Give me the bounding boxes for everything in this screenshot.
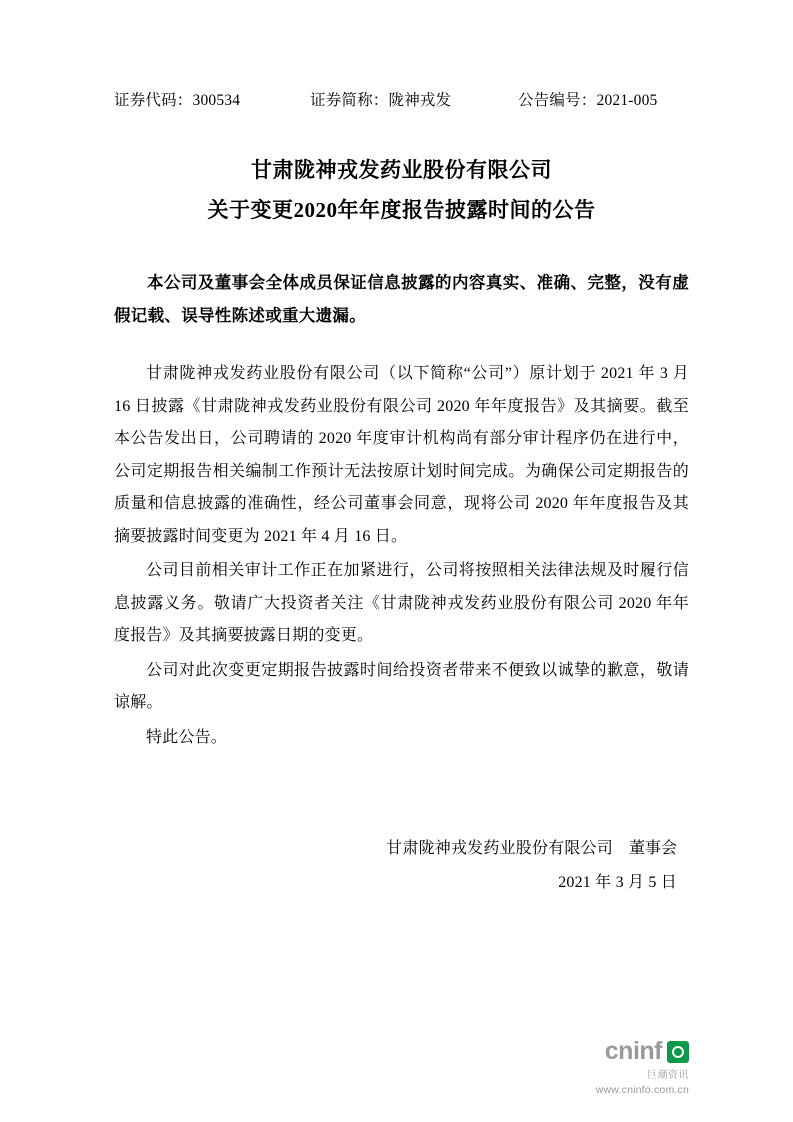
cninfo-url: www.cninfo.com.cn [595,1084,689,1096]
security-abbreviation: 证券简称：陇神戎发 [310,92,452,109]
title-line-company: 甘肃陇神戎发药业股份有限公司 [251,158,552,182]
security-code: 证券代码：300534 [114,92,241,109]
signature-date: 2021 年 3 月 5 日 [558,874,677,891]
disclosure-statement: 本公司及董事会全体成员保证信息披露的内容真实、准确、完整，没有虚假记载、误导性陈述或重大遗漏。 [114,273,689,325]
footer-watermark [596,1039,689,1096]
body-paragraph-4: 特此公告。 [146,728,228,746]
document-title [114,150,689,230]
signature-company-line [114,832,677,866]
document-header [114,88,689,110]
announcement-number: 公告编号：2021-005 [518,92,658,109]
signature-company: 甘肃陇神戎发药业股份有限公司 [386,840,613,857]
logo-row [596,1039,689,1064]
signature-block [114,832,689,900]
title-line-subject: 关于变更2020年年度报告披露时间的公告 [207,198,596,222]
body-paragraph-2: 公司目前相关审计工作正在加紧进行，公司将按照相关法律法规及时履行信息披露义务。敬请广大投资者关注《甘肃陇神戎发药业股份有限公司 2020 年年度报告》及其摘要披露日期的变更。 [114,562,689,644]
body-paragraph-3: 公司对此次变更定期报告披露时间给投资者带来不便致以诚挚的歉意，敬请谅解。 [114,661,689,711]
document-body [114,358,689,754]
cninfo-logo-text: cninf [604,1037,662,1065]
cninfo-circle-icon [667,1041,689,1063]
signature-organization: 董事会 [628,840,677,857]
body-paragraph-1: 甘肃陇神戎发药业股份有限公司（以下简称“公司”）原计划于 2021 年 3 月 16 日披露《甘肃陇神戎发药业股份有限公司 2020 年年度报告》及其摘要。截至本公告发出日，公司聘请的 2020 年度审计机构尚有部分审计程序仍在进行中，公司定期报告相关编制工作预计无法按原计划时间完成。为确保公司定期报告的质量和信息披露的准确性，经公司董事会同意，现将公司 2020 年年度报告及其摘要披露时间变更为 2021 年 4 月 16 日。 [114,365,689,545]
cninfo-logo-cn: 巨潮资讯 [647,1070,689,1081]
